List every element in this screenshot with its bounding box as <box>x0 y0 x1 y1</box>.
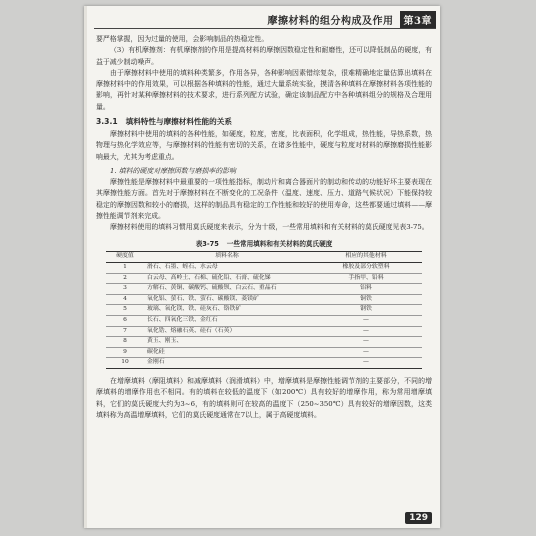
paragraph: 摩擦材料使用的填料习惯用莫氏硬度来表示，分为十级，一些常用填料和有关材料的莫氏硬度见表3-75。 <box>110 223 429 232</box>
table-row <box>106 305 422 316</box>
filler-cell: 黄玉、刚玉、 <box>144 337 310 348</box>
table-caption <box>96 238 432 248</box>
filler-cell: 氧化铝、萤石、铁、萤石、碳酸镁、菱镁矿 <box>144 294 310 305</box>
hardness-cell: 7 <box>106 326 144 337</box>
table-header-row <box>106 252 422 263</box>
material-cell: 橡胶及部分软塑料 <box>310 263 422 274</box>
hardness-cell: 4 <box>106 294 144 305</box>
filler-cell: 碳化硅 <box>144 347 310 358</box>
table-row <box>106 326 422 337</box>
material-cell: — <box>310 337 422 348</box>
table-row <box>106 358 422 369</box>
material-cell: — <box>310 326 422 337</box>
column-header: 相应的其他材料 <box>310 252 422 263</box>
paragraph: （3）有机摩擦剂：有机摩擦剂的作用是提高材料的摩擦因数稳定性和耐磨性，还可以降低制品的硬度，有益于减少制动噪声。 <box>96 46 432 66</box>
material-cell: 钢铁 <box>310 305 422 316</box>
paragraph: 要严格掌握，因为过量的使用，会影响制品的热稳定性。 <box>96 35 269 43</box>
table-row <box>106 284 422 295</box>
table-row <box>106 294 422 305</box>
filler-cell: 氧化锆、熔融石英、硅石（石英） <box>144 326 310 337</box>
page-content <box>96 34 432 421</box>
table-row <box>106 316 422 327</box>
filler-cell: 白云母、高岭土、石棉、硫化铅、石膏、硫化锑 <box>144 273 310 284</box>
material-cell: 铝料 <box>310 284 422 295</box>
material-cell: — <box>310 316 422 327</box>
running-header <box>94 10 436 29</box>
paragraph: 在增摩填料（摩阻填料）和减摩填料（润滑填料）中，增摩填料是摩擦性能调节剂的主要部分，不同的增摩填料的增摩作用也不相同。有的填料在较低的温度下（如200℃）具有较好的增摩作用，称为常用增摩填料，它们的莫氏硬度大约为3~6，有的填料则可在较高的温度下（250~350℃）具有较好的增摩因数，这类填料称为高温增摩填料，它们的莫氏硬度通常在7以上，属于高硬度填料。 <box>96 376 432 419</box>
table-title: 一些常用填料和有关材料的莫氏硬度 <box>226 240 333 249</box>
column-header: 填料名称 <box>144 252 310 263</box>
hardness-cell: 6 <box>106 316 144 327</box>
column-header: 硬度值 <box>106 252 144 263</box>
hardness-cell: 3 <box>106 284 144 295</box>
material-cell: — <box>310 358 422 369</box>
material-cell: — <box>310 347 422 358</box>
table-row <box>106 347 422 358</box>
hardness-cell: 8 <box>106 337 144 348</box>
table-row <box>106 263 422 274</box>
hardness-cell: 9 <box>106 347 144 358</box>
filler-cell: 滑石、石墨、蛭石、水云母 <box>144 263 310 274</box>
chapter-badge: 第3章 <box>400 11 436 28</box>
hardness-cell: 2 <box>106 273 144 284</box>
section-number: 3.3.1 <box>96 117 118 127</box>
material-cell: 铜铁 <box>310 294 422 305</box>
hardness-table <box>106 251 422 369</box>
table-row <box>106 273 422 284</box>
filler-cell: 玻璃、氧化镁、铁、硅灰石、铬铁矿 <box>144 305 310 316</box>
hardness-cell: 1 <box>106 263 144 274</box>
filler-cell: 金刚石 <box>144 358 310 369</box>
book-page <box>84 6 440 528</box>
hardness-cell: 5 <box>106 305 144 316</box>
subheading: 1. 填料的硬度对摩擦因数与磨损率的影响 <box>110 166 236 175</box>
paragraph: 摩擦性能是摩擦材料中最重要的一项性能指标，制动片和离合器面片的制动和传动的功能好坏主要表现在其摩擦性能方面。首先对于摩擦材料在不断变化的工况条件（温度、速度、压力、道路气候状况）下能保持较稳定的摩擦因数和较小的磨损，这样的制品具有稳定的工作性能和较好的使用寿命，这些都要通过填料——摩擦性能调节剂来完成。 <box>96 177 432 220</box>
filler-cell: 长石、四氧化三铁、金红石 <box>144 316 310 327</box>
running-title: 摩擦材料的组分构成及作用 <box>267 15 394 27</box>
hardness-cell: 10 <box>106 358 144 369</box>
table-number: 表3-75 <box>195 240 219 249</box>
filler-cell: 方解石、黄铜、碳酸钙、硫酸钡、白云石、重晶石 <box>144 284 310 295</box>
section-title: 填料特性与摩擦材料性能的关系 <box>125 117 232 127</box>
material-cell: 手指甲、铅料 <box>310 273 422 284</box>
section-heading <box>96 116 432 127</box>
page-gutter <box>84 6 87 528</box>
paragraph: 摩擦材料中使用的填料的各种性能，如硬度，粒度，密度，比表面积，化学组成，热性能，导热系数，热物理与热化学效应等，与摩擦材料的性能有密切的关系，在诸多性能中，硬度与粒度对材料的摩擦磨损性能影响最大，尤其为考虑重点。 <box>96 130 432 161</box>
table-row <box>106 337 422 348</box>
page-number: 129 <box>405 512 432 524</box>
paragraph: 由于摩擦材料中使用的填料种类繁多，作用各异，各种影响因素错综复杂，很难精确地定量估算出填料在摩擦材料中的作用效果，可以根据各种填料的性能，通过大量系统实验，摸清各种填料在摩擦材料各项性能的影响，再针对某种摩擦材料的技术要求，进行系列配方试验，确定该制品配方中各种填料组分的规格及合理用量。 <box>96 68 432 111</box>
